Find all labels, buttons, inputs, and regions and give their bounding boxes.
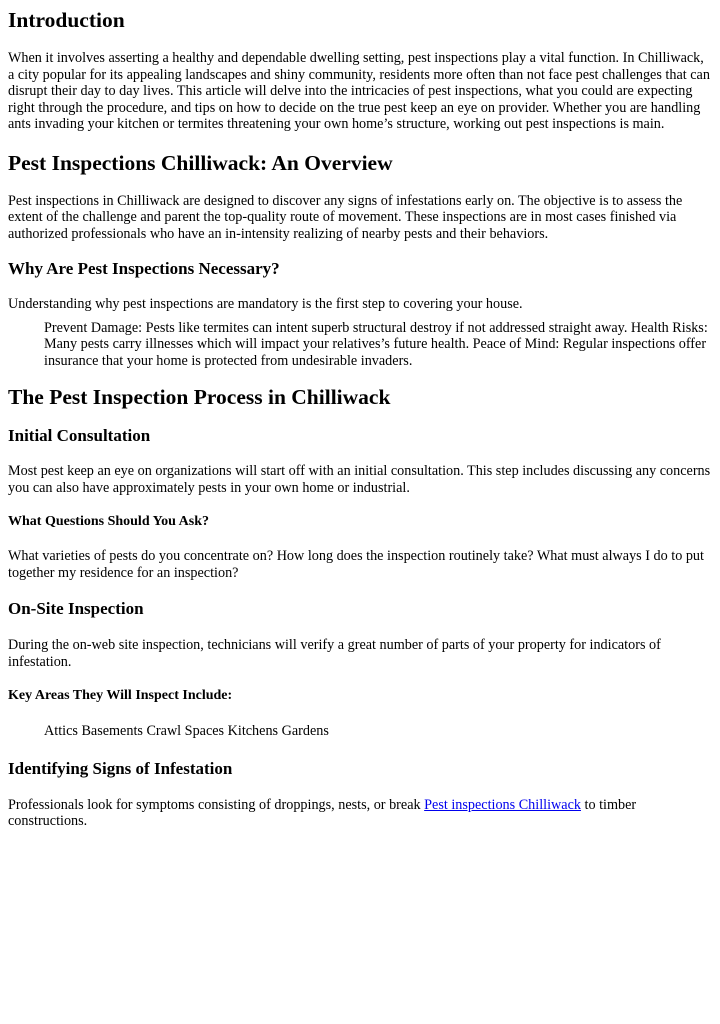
list-item: What must always I do to put together my residence for an inspection? xyxy=(8,548,704,581)
reasons-list xyxy=(8,320,712,370)
heading-inspection-process: The Pest Inspection Process in Chilliwack xyxy=(8,385,391,409)
heading-questions: What Questions Should You Ask? xyxy=(8,514,210,529)
list-item: Crawl Spaces xyxy=(146,723,228,739)
heading-why-necessary: Why Are Pest Inspections Necessary? xyxy=(8,259,280,278)
paragraph-onsite-inspection: During the on-web site inspection, technicians will verify a great number of parts of your property for indicators of infestation. xyxy=(8,637,661,670)
article xyxy=(0,7,720,830)
paragraph-text: Professionals look for symptoms consisting of droppings, nests, or break xyxy=(8,796,425,813)
heading-introduction: Introduction xyxy=(8,8,125,32)
list-item: Prevent Damage: Pests like termites can intent superb structural destroy if not addressed straight away. xyxy=(44,319,631,336)
paragraph-text: to timber constructions. xyxy=(8,796,637,829)
heading-identifying-signs: Identifying Signs of Infestation xyxy=(8,758,233,778)
list-item: Gardens xyxy=(281,723,329,739)
pest-inspections-link[interactable]: Pest inspections Chilliwack xyxy=(424,796,581,813)
paragraph-initial-consultation: Most pest keep an eye on organizations will start off with an initial consultation. This step includes discussing any concerns you can also have approximately pests in your own home or industrial. xyxy=(8,463,711,496)
list-item: What varieties of pests do you concentrate on? xyxy=(8,548,274,564)
list-item: Peace of Mind: Regular inspections offer insurance that your home is protected from undesirable invaders. xyxy=(44,336,707,369)
questions-list xyxy=(8,548,712,581)
paragraph-identifying-signs xyxy=(8,797,712,830)
list-item: How long does the inspection routinely take? xyxy=(276,548,534,564)
heading-initial-consultation: Initial Consultation xyxy=(8,426,151,445)
paragraph-overview: Pest inspections in Chilliwack are designed to discover any signs of infestations early on. The objective is to assess the extent of the challenge and parent the top-quality route of movement. These inspections are in most cases finished via authorized professionals who have an in-intensity realizing of nearby pests and their behaviors. xyxy=(8,192,683,242)
heading-key-areas: Key Areas They Will Inspect Include: xyxy=(8,688,233,703)
heading-overview: Pest Inspections Chilliwack: An Overview xyxy=(8,150,393,175)
list-item: Attics xyxy=(44,723,82,739)
list-item: Kitchens xyxy=(227,723,282,739)
heading-onsite-inspection: On-Site Inspection xyxy=(8,599,144,618)
paragraph-introduction: When it involves asserting a healthy and dependable dwelling setting, pest inspections play a vital function. In Chilliwack, a city popular for its appealing landscapes and shiny community, residents more often than not face pest challenges that can disrupt their day to day lives. This article will delve into the intricacies of pest inspections, what you could are expecting right through the procedure, and tips on how to decide on the true pest keep an eye on provider. Whether you are handling ants invading your kitchen or termites threatening your own home’s structure, working out pest inspections is main. xyxy=(8,50,710,132)
list-item: Health Risks: Many pests carry illnesses which will impact your relatives’s future health. xyxy=(44,319,708,352)
paragraph-why-necessary: Understanding why pest inspections are mandatory is the first step to covering your house. xyxy=(8,296,523,312)
key-areas-list xyxy=(8,723,712,740)
list-item: Basements xyxy=(81,723,147,739)
